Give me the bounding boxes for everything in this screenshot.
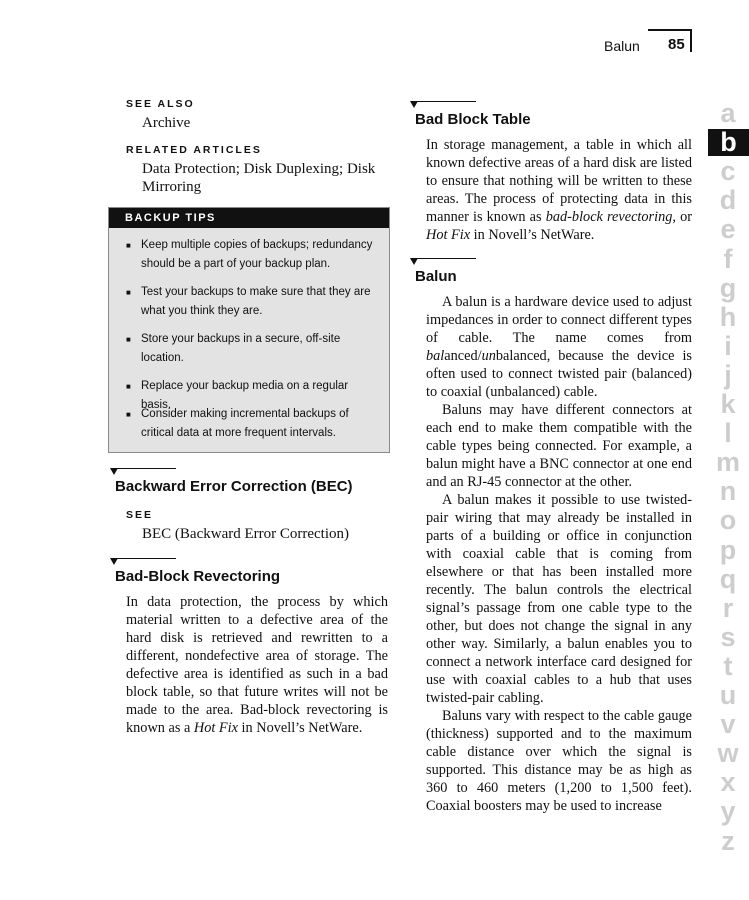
tip-item: ■ Keep multiple copies of backups; redundancy should be a part of your backup plan. [141,236,379,274]
thumb-letter-q: q [719,563,737,594]
balun-heading: Balun [415,268,457,285]
running-title: Balun [604,38,640,54]
related-articles-line2: Mirroring [142,179,202,195]
thumb-letter-v: v [720,709,736,740]
thumb-letter-b: b [708,129,749,156]
thumb-letter-p: p [719,534,737,565]
tip-item: ■ Replace your backup media on a regular basis. [141,377,379,415]
related-articles-label: RELATED ARTICLES [126,144,262,156]
thumb-letter-t: t [723,650,733,681]
bad-block-table-body: In storage management, a table in which all known defective areas of a hard disk are listed to ensure that nothing will be written to these areas. The process of protecting data in this manner is known as bad-block revectoring, or Hot Fix in Novell’s NetWare. [426,137,692,243]
thumb-letter-r: r [722,592,734,623]
thumb-letter-k: k [720,389,736,419]
thumb-letter-m: m [715,447,740,478]
thumb-letter-j: j [724,359,732,390]
tip-item: ■ Store your backups in a secure, off-site location. [141,330,379,368]
thumb-letter-w: w [717,738,739,769]
backup-tips-title: BACKUP TIPS [109,208,389,228]
thumb-letter-y: y [720,796,736,827]
bad-block-table-heading: Bad Block Table [415,111,531,128]
bec-see-text: BEC (Backward Error Correction) [142,526,350,542]
bad-block-revectoring-heading: Bad-Block Revectoring [115,568,281,585]
tip-item: ■ Test your backups to make sure that they are what you think they are. [141,283,379,321]
thumb-letter-g: g [719,272,737,303]
see-also-label: SEE ALSO [126,98,195,110]
thumb-letter-e: e [720,214,736,245]
thumb-letter-f: f [723,243,733,274]
page-number: 85 [668,36,685,53]
backup-tips-box [108,207,390,453]
thumb-letter-a: a [720,98,736,128]
header-rule-vertical [690,29,692,52]
tip-item: ■ Consider making incremental backups of critical data at more frequent intervals. [141,405,379,443]
thumb-letter-x: x [720,767,736,798]
thumb-letter-u: u [719,680,737,710]
thumb-letter-n: n [719,476,737,507]
header-rule-horizontal [648,29,692,31]
bec-see-label: SEE [126,509,154,521]
see-also-text: Archive [142,115,191,131]
thumb-letter-h: h [719,301,737,332]
thumb-letter-l: l [724,418,732,449]
thumb-letter-c: c [720,156,736,187]
bec-heading: Backward Error Correction (BEC) [115,478,353,495]
thumb-letter-z: z [721,825,735,856]
bad-block-revectoring-body: In data protection, the process by which material written to a defective area of the hard disk is retrieved and rewritten to a different, nondefective area of storage. The defective area is identified as such in a bad block table, so that future writes will not be made to the area. Bad-block revectoring is known as a Hot Fix in Novell’s NetWare. [126,594,388,736]
thumb-letter-i: i [724,330,732,361]
balun-body: A balun is a hardware device used to adjust impedances in order to connect different types of cable. The name comes from balanced/unbalanced, because the device is often used to connect twisted pair (balanced) to coaxial (unbalanced) cable. Baluns may have different connectors at each end to make them compatible with the cable types being connected. For example, a balun might have a BNC connector at one end and an RJ-45 connector at the other. A balun makes it possible to use twisted-pair wiring that may already be installed in parts of a building or office in conjunction with coaxial cable that is coming from elsewhere or that has been installed more recently. The balun controls the electrical signal’s passage from one cable type to the other, but does not change the signal in any other way. Similarly, a balun enables you to connect a network interface card designed for use with coaxial cables to a hub that uses twisted-pair cabling. Baluns vary with respect to the cable gauge (thickness) supported and to the maximum cable distance over which the signal is supported. This distance may be as high as 360 to 460 meters (1,200 to 1,500 feet). Coaxial boosters may be used to increase [426,294,692,814]
thumb-letter-d: d [719,185,737,216]
thumb-letter-o: o [719,505,737,536]
related-articles-line1: Data Protection; Disk Duplexing; Disk [142,161,376,177]
thumb-letter-s: s [720,621,736,652]
